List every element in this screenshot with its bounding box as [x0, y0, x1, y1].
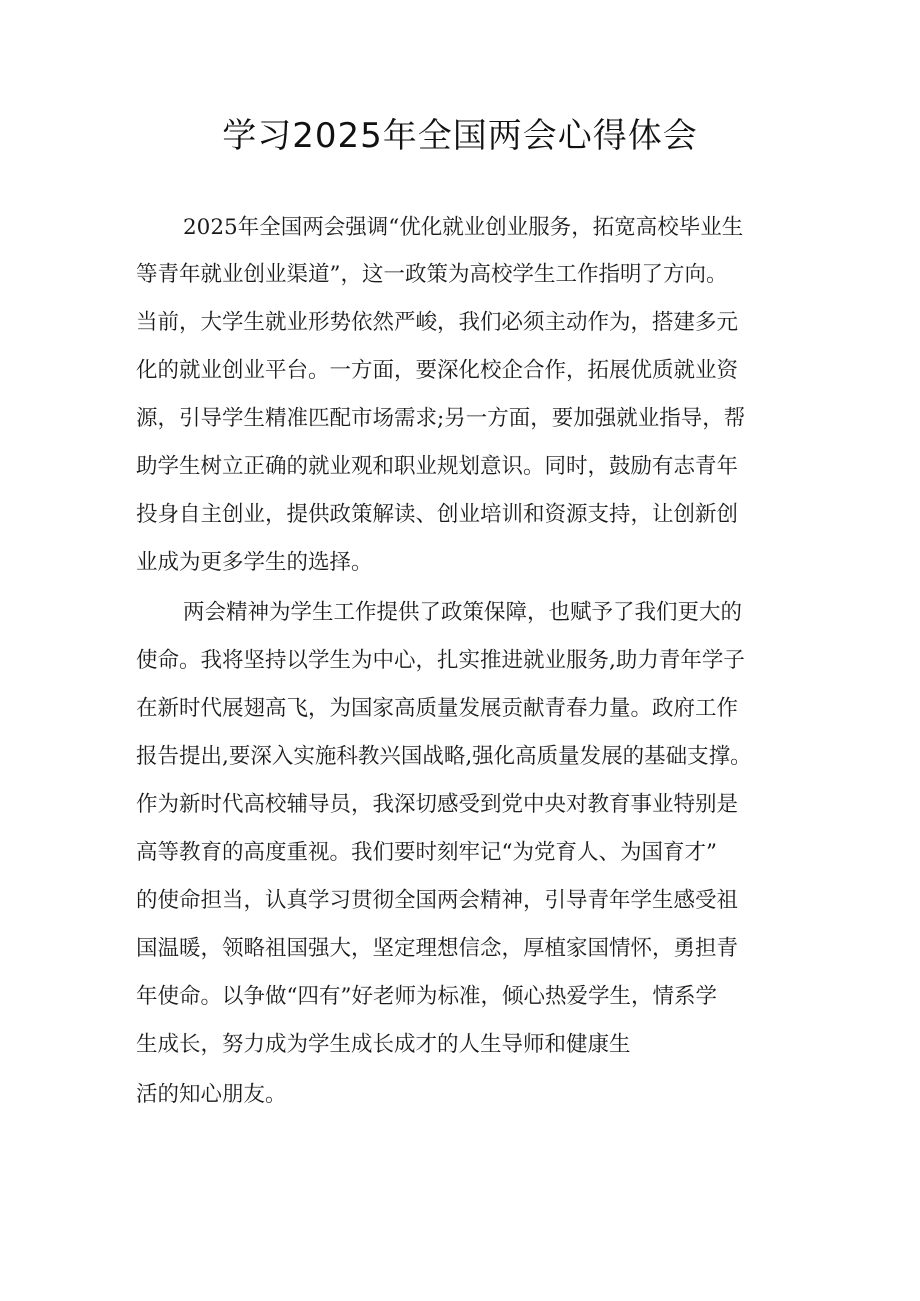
paragraph-line: 在新时代展翅高飞，为国家高质量发展贡献青春力量。政府工作 — [136, 696, 739, 721]
paragraph-line: 生成长，努力成为学生成长成才的人生导师和健康生 — [136, 1032, 631, 1057]
paragraph-line: 2025年全国两会强调“优化就业创业服务，拓宽高校毕业生 — [183, 215, 744, 240]
paragraph-line: 使命。我将坚持以学生为中心，扎实推进就业服务,助力青年学子 — [136, 648, 745, 673]
paragraph-line: 业成为更多学生的选择。 — [136, 550, 373, 575]
paragraph-line: 作为新时代高校辅导员，我深切感受到党中央对教育事业特别是 — [136, 792, 739, 817]
paragraph-line: 等青年就业创业渠道”，这一政策为高校学生工作指明了方向。 — [136, 262, 728, 287]
paragraph-line: 助学生树立正确的就业观和职业规划意识。同时，鼓励有志青年 — [136, 454, 739, 479]
paragraph-line: 活的知心朋友。 — [136, 1082, 287, 1107]
document-title: 学习2025年全国两会心得体会 — [222, 116, 698, 156]
paragraph-line: 化的就业创业平台。一方面，要深化校企合作，拓展优质就业资 — [136, 358, 739, 383]
paragraph-line: 两会精神为学生工作提供了政策保障，也赋予了我们更大的 — [183, 600, 743, 625]
paragraph-line: 报告提出,要深入实施科教兴国战略,强化高质量发展的基础支撑。 — [136, 744, 752, 769]
paragraph-line: 高等教育的高度重视。我们要时刻牢记“为党育人、为国育才” — [136, 840, 717, 865]
paragraph-line: 的使命担当，认真学习贯彻全国两会精神，引导青年学生感受祖 — [136, 888, 739, 913]
paragraph-line: 源，引导学生精准匹配市场需求;另一方面，要加强就业指导，帮 — [136, 406, 746, 431]
paragraph-line: 当前，大学生就业形势依然严峻，我们必须主动作为，搭建多元 — [136, 310, 739, 335]
paragraph-line: 投身自主创业，提供政策解读、创业培训和资源支持，让创新创 — [136, 502, 739, 527]
paragraph-line: 年使命。以争做“四有”好老师为标准，倾心热爱学生，情系学 — [136, 984, 717, 1009]
paragraph-line: 国温暖，领略祖国强大，坚定理想信念，厚植家国情怀，勇担青 — [136, 936, 739, 961]
